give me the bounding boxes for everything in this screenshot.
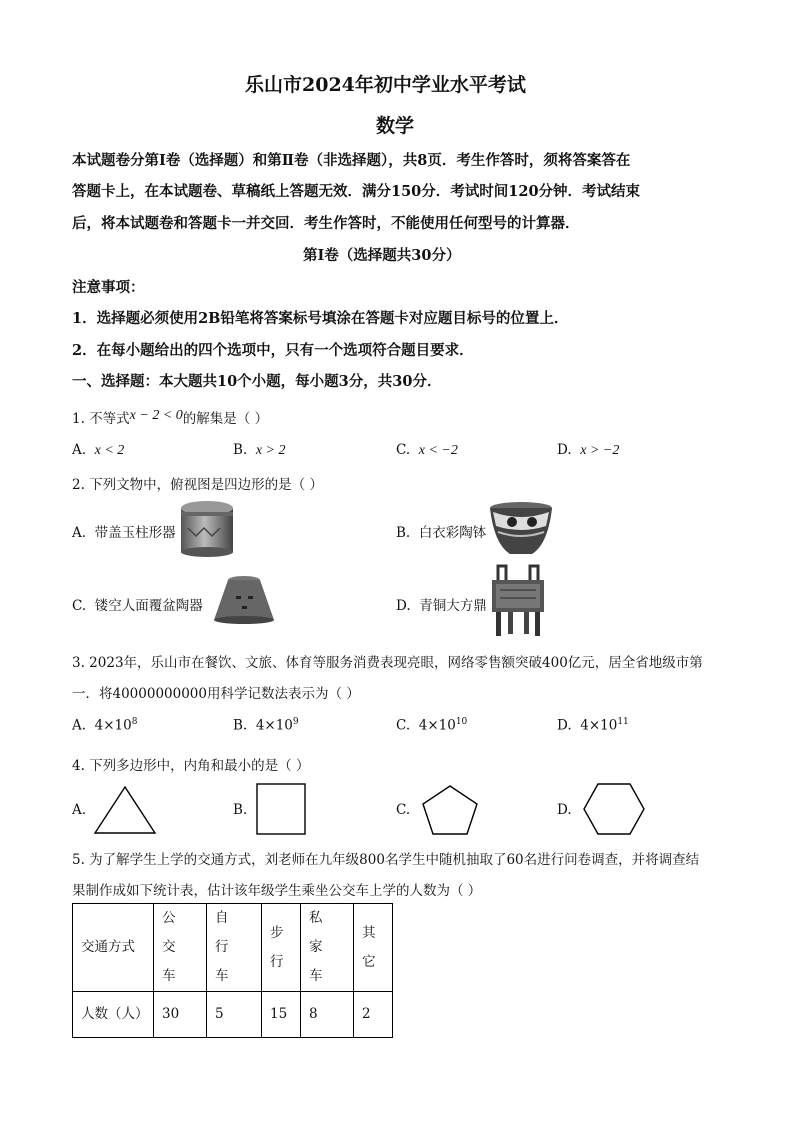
table-row	[73, 992, 393, 1038]
note-1: 1．选择题必须使用2B铅笔将答案标号填涂在答题卡对应题目标号的位置上．	[72, 310, 569, 327]
q2-option-b[interactable]	[396, 521, 486, 541]
option-expr: x > 2	[255, 443, 286, 458]
option-text: 带盖玉柱形器	[94, 525, 176, 541]
cell-text: 公交车	[162, 910, 186, 984]
cell-text: 其它	[362, 924, 386, 970]
option-text: 白衣彩陶钵	[418, 525, 487, 541]
option-text: 青铜大方鼎	[419, 598, 487, 614]
q4-option-a[interactable]: A.	[72, 802, 87, 818]
option-label: D.	[557, 442, 572, 458]
option-exponent: 9	[292, 717, 299, 727]
option-exponent: 8	[131, 717, 138, 727]
cell-text: 自行车	[215, 910, 239, 984]
question-4: 4. 下列多边形中，内角和最小的是（ ）	[72, 758, 310, 774]
table-header-row	[73, 904, 393, 992]
question-5-line-1: 5. 为了解学生上学的交通方式，刘老师在九年级800名学生中随机抽取了60名进行问卷调查，并将调查结	[72, 852, 700, 868]
instructions-line-3: 后，将本试题卷和答题卡一并交回．考生作答时，不能使用任何型号的计算器．	[72, 215, 580, 232]
table-cell: 15	[262, 992, 301, 1038]
q3-option-d[interactable]	[557, 717, 629, 734]
q2-option-c[interactable]	[72, 594, 203, 614]
q1-option-d[interactable]	[557, 442, 619, 459]
q1-option-a[interactable]	[72, 442, 124, 459]
pentagon-shape	[421, 784, 479, 836]
question-2: 2. 下列文物中，俯视图是四边形的是（ ）	[72, 477, 323, 493]
table-header-cell	[301, 904, 354, 992]
q4-option-b[interactable]: B.	[233, 802, 248, 818]
q1-expression: x − 2 < 0	[129, 408, 183, 423]
option-label: C.	[72, 598, 87, 614]
option-expr: x > −2	[580, 443, 620, 458]
bronze-ding-image	[488, 564, 548, 638]
q1-option-b[interactable]	[233, 442, 285, 459]
table-header-cell	[154, 904, 207, 992]
table-cell: 人数（人）	[73, 992, 154, 1038]
option-base: 4×10	[580, 717, 618, 734]
instructions-line-1: 本试题卷分第Ⅰ卷（选择题）和第Ⅱ卷（非选择题），共8页．考生作答时，须将答案答在	[72, 152, 631, 169]
cell-text: 私家车	[309, 910, 333, 984]
q1-option-c[interactable]	[396, 442, 458, 459]
q3-option-b[interactable]	[233, 717, 299, 734]
option-label: A.	[72, 442, 87, 458]
instructions-line-2: 答题卡上，在本试题卷、草稿纸上答题无效．满分150分．考试时间120分钟．考试结束	[72, 183, 641, 200]
option-expr: x < 2	[94, 443, 125, 458]
option-base: 4×10	[94, 717, 132, 734]
q2-option-d[interactable]	[396, 594, 487, 614]
transport-table	[72, 903, 393, 1038]
q3-option-a[interactable]	[72, 717, 137, 734]
option-label: B.	[233, 717, 248, 734]
note-2: 2．在每小题给出的四个选项中，只有一个选项符合题目要求．	[72, 342, 474, 359]
table-cell: 8	[301, 992, 354, 1038]
part-title: 一、选择题：本大题共10个小题，每小题3分，共30分．	[72, 373, 442, 390]
option-label: D.	[557, 717, 572, 734]
option-label: B.	[396, 525, 411, 541]
notes-title: 注意事项：	[72, 279, 145, 296]
hexagon-shape	[582, 782, 646, 836]
section-heading: 第Ⅰ卷（选择题共30分）	[303, 247, 461, 264]
q3-option-c[interactable]	[396, 717, 467, 734]
option-expr: x < −2	[418, 443, 458, 458]
option-text: 镂空人面覆盆陶器	[94, 598, 203, 614]
jade-cylinder-image	[178, 498, 236, 558]
table-header-cell	[262, 904, 301, 992]
q4-option-c[interactable]: C.	[396, 802, 411, 818]
option-base: 4×10	[255, 717, 293, 734]
option-label: C.	[396, 717, 411, 734]
question-3-line-1: 3. 2023年，乐山市在餐饮、文旅、体育等服务消费表现亮眼，网络零售额突破400亿元，居全省地级市第	[72, 655, 703, 671]
face-pottery-image	[212, 574, 276, 624]
question-3-line-2: 一．将40000000000用科学记数法表示为（ ）	[72, 686, 360, 702]
painted-pottery-bowl-image	[488, 500, 554, 558]
q1-suffix: 的解集是（ ）	[182, 411, 269, 427]
cell-text: 步行	[270, 924, 294, 970]
table-cell: 30	[154, 992, 207, 1038]
q1-prefix: 1. 不等式	[72, 411, 130, 427]
option-exponent: 10	[455, 717, 468, 727]
table-header-cell	[354, 904, 393, 992]
q2-option-a[interactable]	[72, 521, 176, 541]
q4-option-d[interactable]: D.	[557, 802, 572, 818]
option-label: A.	[72, 525, 87, 541]
option-base: 4×10	[418, 717, 456, 734]
exam-subject: 数学	[376, 115, 415, 137]
question-5-line-2: 果制作成如下统计表，估计该年级学生乘坐公交车上学的人数为（ ）	[72, 883, 482, 899]
option-exponent: 11	[617, 717, 629, 727]
table-cell: 5	[207, 992, 262, 1038]
square-shape	[255, 782, 307, 836]
option-label: D.	[396, 598, 411, 614]
option-label: A.	[72, 717, 87, 734]
triangle-shape	[92, 784, 158, 836]
question-1	[72, 407, 268, 428]
table-header-cell	[207, 904, 262, 992]
table-header-cell: 交通方式	[73, 904, 154, 992]
exam-title: 乐山市2024年初中学业水平考试	[245, 74, 526, 96]
option-label: C.	[396, 442, 411, 458]
table-cell: 2	[354, 992, 393, 1038]
option-label: B.	[233, 442, 248, 458]
